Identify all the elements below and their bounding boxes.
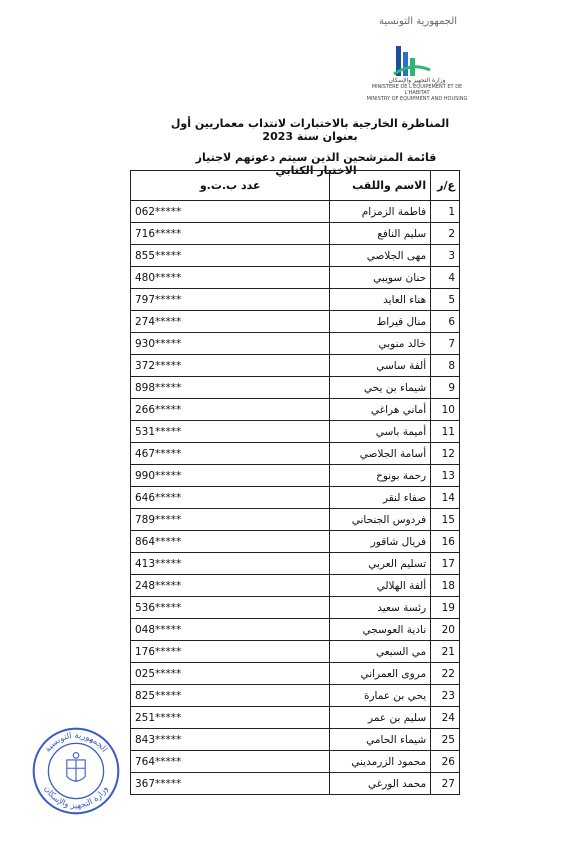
table-row xyxy=(131,399,460,421)
row-id: 274***** xyxy=(131,311,330,333)
row-id: 825***** xyxy=(131,685,330,707)
row-num: 2 xyxy=(431,223,460,245)
table-row xyxy=(131,421,460,443)
row-id: 467***** xyxy=(131,443,330,465)
row-id: 864***** xyxy=(131,531,330,553)
row-id: 266***** xyxy=(131,399,330,421)
row-id: 025***** xyxy=(131,663,330,685)
stamp-inner-text: وزارة التجهيز والإسكان xyxy=(42,783,110,810)
row-name: رحمة بونوح xyxy=(330,465,431,487)
header-name: الاسم واللقب xyxy=(330,171,431,201)
table-row xyxy=(131,509,460,531)
row-num: 6 xyxy=(431,311,460,333)
row-name: محمد الورغي xyxy=(330,773,431,795)
svg-text:الجمهورية التونسية xyxy=(42,730,110,754)
table-row xyxy=(131,751,460,773)
row-id: 789***** xyxy=(131,509,330,531)
table-row xyxy=(131,465,460,487)
row-id: 176***** xyxy=(131,641,330,663)
row-name: فاطمة الزمزام xyxy=(330,201,431,223)
table-row xyxy=(131,707,460,729)
ministry-name-ar: وزارة التجهيز والإسكان xyxy=(388,77,446,84)
row-name: مروى العمراني xyxy=(330,663,431,685)
row-name: سليم بن عمر xyxy=(330,707,431,729)
row-name: أميمة باسي xyxy=(330,421,431,443)
row-id: 716***** xyxy=(131,223,330,245)
row-name: يحي بن عمارة xyxy=(330,685,431,707)
row-num: 5 xyxy=(431,289,460,311)
table-row xyxy=(131,663,460,685)
row-name: تسليم العربي xyxy=(330,553,431,575)
row-num: 26 xyxy=(431,751,460,773)
ministry-name-block xyxy=(362,78,472,102)
row-name: خالد منوبي xyxy=(330,333,431,355)
table-row xyxy=(131,333,460,355)
row-name: مهى الجلاصي xyxy=(330,245,431,267)
row-num: 15 xyxy=(431,509,460,531)
table-row xyxy=(131,619,460,641)
row-name: محمود الزرمديني xyxy=(330,751,431,773)
row-name: فريال شاقور xyxy=(330,531,431,553)
row-num: 17 xyxy=(431,553,460,575)
row-num: 3 xyxy=(431,245,460,267)
table-row xyxy=(131,355,460,377)
table-header-row xyxy=(131,171,460,201)
table-row xyxy=(131,597,460,619)
row-num: 27 xyxy=(431,773,460,795)
coat-of-arms-icon xyxy=(67,753,85,782)
table-row xyxy=(131,377,460,399)
row-num: 23 xyxy=(431,685,460,707)
ministry-name-fr: MINISTERE DE L'EQUIPEMENT ET DE L'HABITAT xyxy=(371,84,463,96)
row-num: 22 xyxy=(431,663,460,685)
stamp-outer-text: الجمهورية التونسية xyxy=(42,729,110,754)
row-num: 12 xyxy=(431,443,460,465)
row-num: 14 xyxy=(431,487,460,509)
row-name: ألفة الهلالي xyxy=(330,575,431,597)
row-id: 062***** xyxy=(131,201,330,223)
candidates-table xyxy=(130,170,460,795)
row-num: 19 xyxy=(431,597,460,619)
row-num: 13 xyxy=(431,465,460,487)
row-id: 372***** xyxy=(131,355,330,377)
row-num: 10 xyxy=(431,399,460,421)
row-name: شيماء بن يحي xyxy=(330,377,431,399)
header-id: عدد ب.ت.و xyxy=(131,171,330,201)
table-row xyxy=(131,289,460,311)
table-row xyxy=(131,443,460,465)
ministry-logo-icon xyxy=(392,40,432,80)
row-num: 24 xyxy=(431,707,460,729)
document-subtitle: قائمة المترشحين الذين سيتم دعوتهم لاجتياز الاختبار الكتابي xyxy=(195,151,437,177)
table-row xyxy=(131,245,460,267)
row-id: 251***** xyxy=(131,707,330,729)
official-stamp xyxy=(30,725,122,817)
header-num: ع/ر xyxy=(431,171,460,201)
row-name: منال قيراط xyxy=(330,311,431,333)
row-name: أماني هراغي xyxy=(330,399,431,421)
row-num: 18 xyxy=(431,575,460,597)
row-name: نادية العوسجي xyxy=(330,619,431,641)
row-num: 11 xyxy=(431,421,460,443)
table-row xyxy=(131,487,460,509)
row-id: 536***** xyxy=(131,597,330,619)
row-name: ألفة ساسي xyxy=(330,355,431,377)
table-row xyxy=(131,553,460,575)
row-id: 990***** xyxy=(131,465,330,487)
row-id: 367***** xyxy=(131,773,330,795)
table-row xyxy=(131,729,460,751)
row-num: 16 xyxy=(431,531,460,553)
row-id: 797***** xyxy=(131,289,330,311)
row-num: 7 xyxy=(431,333,460,355)
row-id: 855***** xyxy=(131,245,330,267)
republic-header: الجمهورية التونسية xyxy=(378,16,458,27)
row-id: 898***** xyxy=(131,377,330,399)
row-id: 048***** xyxy=(131,619,330,641)
row-id: 930***** xyxy=(131,333,330,355)
row-name: صفاء لنقر xyxy=(330,487,431,509)
row-id: 531***** xyxy=(131,421,330,443)
row-num: 25 xyxy=(431,729,460,751)
table-row xyxy=(131,575,460,597)
table-row xyxy=(131,531,460,553)
table-row xyxy=(131,267,460,289)
row-id: 764***** xyxy=(131,751,330,773)
row-num: 8 xyxy=(431,355,460,377)
table-row xyxy=(131,641,460,663)
row-num: 20 xyxy=(431,619,460,641)
row-name: سليم النافع xyxy=(330,223,431,245)
row-num: 1 xyxy=(431,201,460,223)
table-row xyxy=(131,773,460,795)
row-id: 843***** xyxy=(131,729,330,751)
row-name: رئسة سعيد xyxy=(330,597,431,619)
row-id: 646***** xyxy=(131,487,330,509)
row-num: 4 xyxy=(431,267,460,289)
row-name: حنان سويبي xyxy=(330,267,431,289)
row-id: 413***** xyxy=(131,553,330,575)
table-row xyxy=(131,311,460,333)
row-name: هناء العايد xyxy=(330,289,431,311)
row-num: 21 xyxy=(431,641,460,663)
row-num: 9 xyxy=(431,377,460,399)
table-row xyxy=(131,223,460,245)
row-name: شيماء الحامي xyxy=(330,729,431,751)
row-id: 248***** xyxy=(131,575,330,597)
row-name: فردوس الجنحاني xyxy=(330,509,431,531)
ministry-name-en: MINISTRY OF EQUIPMENT AND HOUSING xyxy=(366,96,468,102)
row-id: 480***** xyxy=(131,267,330,289)
row-name: أسامة الجلاصي xyxy=(330,443,431,465)
row-name: مي السبعي xyxy=(330,641,431,663)
document-title: المناظرة الخارجية بالاختبارات لانتداب معماريين أول بعنوان سنة 2023 xyxy=(170,117,450,143)
table-row xyxy=(131,685,460,707)
table-row xyxy=(131,201,460,223)
